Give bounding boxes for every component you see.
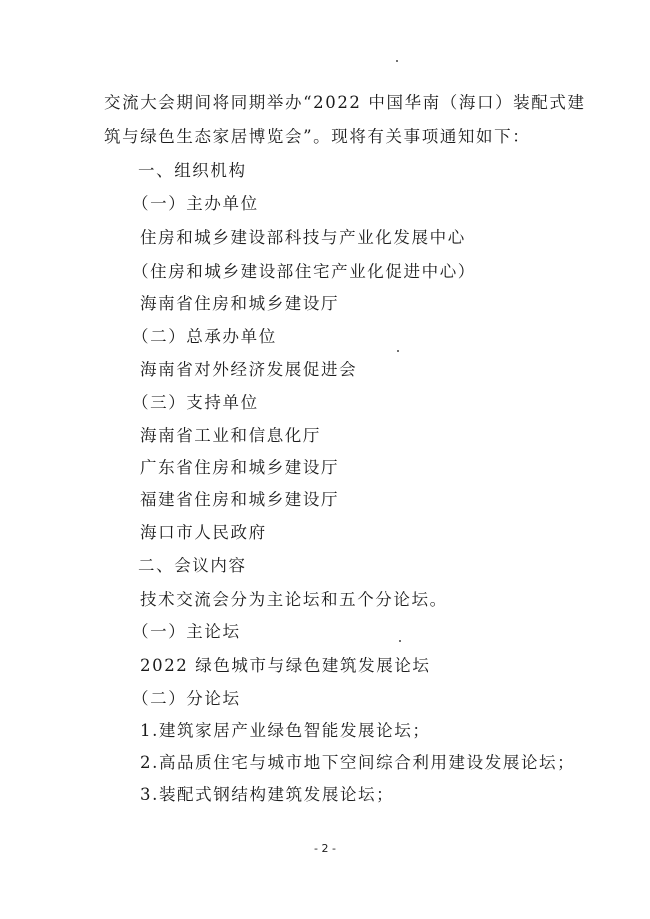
support-unit-2: 广东省住房和城乡建设厅 [140,458,340,477]
section-heading-content: 二、会议内容 [138,556,247,575]
host-unit-1: 住房和城乡建设部科技与产业化发展中心 [140,228,466,247]
subheading-support: （三）支持单位 [132,393,259,412]
paragraph-line-2: 筑与绿色生态家居博览会”。现将有关事项通知如下： [104,127,531,146]
sub-forum-3: 3.装配式钢结构建筑发展论坛； [140,785,395,804]
section-heading-organization: 一、组织机构 [138,161,247,180]
sub-forum-1: 1.建筑家居产业绿色智能发展论坛； [140,721,431,740]
subheading-sub-forums: （二）分论坛 [132,689,241,708]
support-unit-3: 福建省住房和城乡建设厅 [140,490,340,509]
support-unit-1: 海南省工业和信息化厅 [140,426,321,445]
subheading-host: （一）主办单位 [132,194,259,213]
host-unit-2: 海南省住房和城乡建设厅 [140,294,340,313]
host-unit-1-alias: （住房和城乡建设部住宅产业化促进中心） [132,262,476,281]
subheading-main-forum: （一）主论坛 [132,622,241,641]
scan-speck [399,640,401,642]
paragraph-line-1: 交流大会期间将同期举办“2022 中国华南（海口）装配式建 [104,93,586,112]
organizer-unit: 海南省对外经济发展促进会 [140,360,358,379]
content-intro: 技术交流会分为主论坛和五个分论坛。 [140,590,448,609]
subheading-organizer: （二）总承办单位 [132,327,277,346]
scan-speck [396,60,398,62]
main-forum-title: 2022 绿色城市与绿色建筑发展论坛 [140,656,431,675]
support-unit-4: 海口市人民政府 [140,523,267,542]
scan-speck [397,350,399,352]
page-number: - 2 - [314,842,336,855]
sub-forum-2: 2.高品质住宅与城市地下空间综合利用建设发展论坛； [140,753,576,772]
